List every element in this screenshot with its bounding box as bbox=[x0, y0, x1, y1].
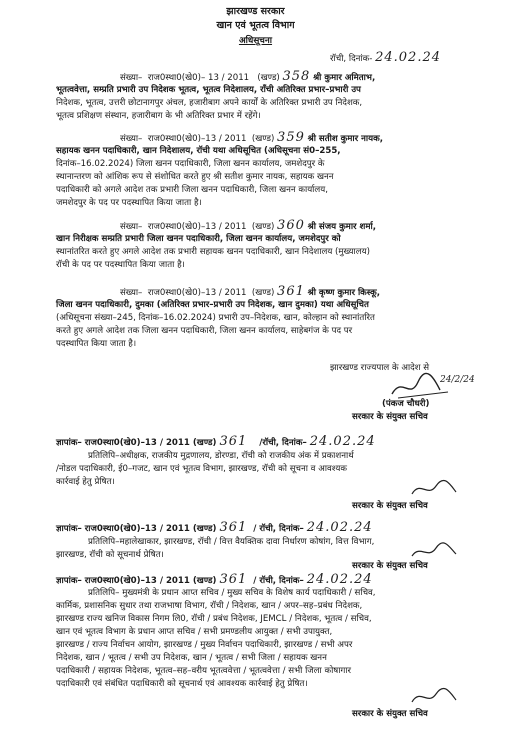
govt-title: झारखण्ड सरकार bbox=[226, 6, 285, 17]
memo-2-label: ज्ञापांक– bbox=[56, 524, 82, 534]
signatory-name: (पंकज चौधरी) bbox=[382, 399, 430, 409]
order-2-khand-label: (खण्ड) bbox=[251, 134, 275, 144]
memo-3-number: 361 bbox=[219, 572, 248, 587]
memo-2-date-label: / रॉची, दिनांक– bbox=[253, 524, 304, 534]
order-1-line-3: निदेशक, भूतत्व, उत्तरी छोटानागपुर अंचल, हजारीबाग अपने कार्यों के अतिरिक्त प्रभारी उप निदेशक, bbox=[56, 98, 363, 108]
order-1-line-4: भूतत्व प्रशिक्षण संस्थान, हजारीबाग के भी अतिरिक्त प्रभार में रहेंगे। bbox=[56, 111, 261, 121]
order-4-line-5: पदस्थापित किया जाता है। bbox=[56, 339, 137, 349]
order-4-number: 361 bbox=[277, 284, 305, 299]
memo-3-signatory: सरकार के संयुक्त सचिव bbox=[352, 709, 428, 719]
order-2-ref bbox=[120, 132, 383, 146]
order-1-ref bbox=[120, 71, 375, 85]
header-date-value: 24.02.24 bbox=[375, 50, 441, 65]
memo-1-label: ज्ञापांक– bbox=[56, 438, 82, 448]
signature-date: 24/2/24 bbox=[440, 375, 475, 385]
order-3-line-3: स्थानांतरित करते हुए अगले आदेश तक प्रभारी सहायक खनन पदाधिकारी, खान निदेशालय (मुख्यालय) bbox=[56, 247, 370, 257]
order-1-sankhya-label: संख्या– bbox=[120, 73, 143, 83]
memo-3-label: ज्ञापांक– bbox=[56, 576, 82, 586]
order-4-line-3: (अधिसूचना संख्या–245, दिनांक–16.02.2024) प्रभारी उप–निदेशक, खान, कोल्हान को स्थानांतरित bbox=[56, 313, 375, 323]
order-3-number: 360 bbox=[277, 218, 305, 233]
memo-3-date-value: 24.02.24 bbox=[306, 572, 373, 587]
memo-2-number: 361 bbox=[219, 520, 248, 535]
memo-1-line-3: कार्रवाई हेतु प्रेषित। bbox=[56, 477, 115, 487]
notification-heading: अधिसूचना bbox=[238, 36, 273, 46]
memo-3-file-no: राज0स्था0(खे0)–13 / 2011 (खण्ड) bbox=[84, 576, 217, 586]
memo-3-line-2: कार्मिक, प्रशासनिक सुधार तथा राजभाषा विभाग, रॉची / निदेशक, खान / अपर–सह–प्रबंध निदेशक, bbox=[56, 601, 363, 611]
order-3-ref bbox=[120, 220, 376, 234]
memo-2-line-2: झारखण्ड, रॉची को सूचनार्थ प्रेषित। bbox=[56, 550, 164, 560]
memo-2-file-no: राज0स्था0(खे0)–13 / 2011 (खण्ड) bbox=[84, 524, 217, 534]
memo-1-date-label: /रॉची, दिनांक– bbox=[259, 438, 307, 448]
memo-1-signatory: सरकार के संयुक्त सचिव bbox=[352, 501, 428, 511]
header-date bbox=[330, 52, 441, 66]
order-1-line-1: श्री कुमार अमिताभ, bbox=[313, 73, 376, 83]
order-2-line-1: श्री सतीश कुमार नायक, bbox=[307, 134, 383, 144]
order-2-line-6: जमशेदपुर के पद पर पदस्थापित किया जाता है। bbox=[56, 198, 202, 208]
department-title: खान एवं भूतत्व विभाग bbox=[216, 20, 295, 31]
memo-3-line-6: निदेशक, खान / भूतत्व / सभी उप निदेशक, खान / भूतत्व / सभी जिला / सहायक खनन bbox=[56, 653, 327, 663]
order-1-khand-label: (खण्ड) bbox=[257, 73, 280, 83]
memo-3-line-8: पदाधिकारी एवं संबंधित पदाधिकारी को सूचनार्थ एवं आवश्यक कार्रवाई हेतु प्रेषित। bbox=[56, 679, 308, 689]
order-4-line-1: श्री कृष्ण कुमार किस्कू, bbox=[307, 288, 380, 298]
order-2-number: 359 bbox=[277, 130, 305, 145]
memo-2-signatory: सरकार के संयुक्त सचिव bbox=[352, 561, 428, 571]
order-3-line-1: श्री संजय कुमार शर्मा, bbox=[307, 222, 377, 232]
order-1-line-2: भूतत्ववेत्ता, सम्प्रति प्रभारी उप निदेशक भूतत्व, भूतत्व निदेशालय, राँची अतिरिक्त प्रभार–प्रभारी उप bbox=[56, 85, 361, 95]
order-2-line-2: सहायक खनन पदाधिकारी, खान निदेशालय, रॉची यथा अधिसूचित (अधिसूचना सं0–255, bbox=[56, 146, 341, 156]
signatory-designation: सरकार के संयुक्त सचिव bbox=[352, 412, 428, 422]
memo-3-date-label: / रॉची, दिनांक– bbox=[253, 576, 304, 586]
order-2-line-3: दिनांक–16.02.2024) जिला खनन पदाधिकारी, जिला खनन कार्यालय, जमशेदपुर के bbox=[56, 159, 325, 169]
memo-2-line-1: प्रतिलिपि–महालेखाकार, झारखण्ड, रॉची / वित्त वैयक्तिक दावा निर्धारण कोषांग, वित्त विभाग, bbox=[88, 537, 375, 547]
header-date-label: रॉची, दिनांक- bbox=[330, 54, 373, 64]
memo-1-signature-mark bbox=[410, 478, 460, 500]
memo-2-signature-mark bbox=[410, 542, 460, 562]
order-4-line-2: जिला खनन पदाधिकारी, दुमका (अतिरिक्त प्रभार–प्रभारी उप निदेशक, खान दुमका) यथा अधिसूचित bbox=[56, 300, 369, 310]
memo-1-ref bbox=[56, 436, 376, 450]
memo-3-ref bbox=[56, 574, 373, 588]
order-4-line-4: करते हुए अगले आदेश तक जिला खनन पदाधिकारी, जिला खनन कार्यालय, साहेबगंज के पद पर bbox=[56, 326, 353, 336]
memo-1-line-2: /नोडल पदाधिकारी, ई0–गजट, खान एवं भूतत्व विभाग, झारखण्ड, रॉची को सूचना व आवश्यक bbox=[56, 464, 347, 474]
memo-2-date-value: 24.02.24 bbox=[306, 520, 373, 535]
order-4-ref bbox=[120, 286, 380, 300]
order-2-line-5: पदाधिकारी को अगले आदेश तक प्रभारी जिला खनन पदाधिकारी, जिला खनन कार्यालय, bbox=[56, 185, 328, 195]
order-3-khand-label: (खण्ड) bbox=[251, 222, 275, 232]
memo-3-signature-mark bbox=[410, 686, 460, 708]
memo-1-line-1: प्रतिलिपि–अधीक्षक, राजकीय मुद्रणालय, डोरण्डा, रॉची को राजकीय अंक में प्रकाशनार्थ bbox=[88, 451, 354, 461]
memo-3-line-3: झारखण्ड राज्य खनिज विकास निगम लि0, रॉची / प्रबंध निदेशक, JEMCL / निदेशक, भूतत्व / सचिव, bbox=[56, 614, 372, 624]
memo-1-file-no: राज0स्था0(खे0)–13 / 2011 (खण्ड) bbox=[84, 438, 217, 448]
memo-1-date-value: 24.02.24 bbox=[309, 434, 376, 449]
order-1-file-no: राज0स्था0(खे0)– 13 / 2011 bbox=[147, 73, 250, 83]
memo-3-line-5: झारखण्ड / राज्य निर्वाचन आयोग, झारखण्ड / मुख्य निर्वाचन पदाधिकारी, झारखण्ड / सभी अपर bbox=[56, 640, 353, 650]
memo-3-line-1: प्रतिलिपि– मुख्यमंत्री के प्रधान आप्त सचिव / मुख्य सचिव के विशेष कार्य पदाधिकारी / सचिव, bbox=[88, 588, 376, 598]
order-3-sankhya-label: संख्या– bbox=[120, 222, 143, 232]
order-3-line-2: खान निरीक्षक सम्प्रति प्रभारी जिला खनन पदाधिकारी, जिला खनन कार्यालय, जमशेदपुर को bbox=[56, 234, 341, 244]
memo-2-ref bbox=[56, 522, 373, 536]
order-2-line-4: स्थानान्तरण को आंशिक रूप से संशोधित करते हुए श्री सतीश कुमार नायक, सहायक खनन bbox=[56, 172, 334, 182]
order-4-khand-label: (खण्ड) bbox=[251, 288, 275, 298]
memo-3-line-7: पदाधिकारी / सहायक निदेशक, भूतत्व–सह–वरीय भूतत्ववेत्ता / भूतत्ववेत्ता / सभी जिला कोषागार bbox=[56, 666, 352, 676]
governor-order-text: झारखण्ड राज्यपाल के आदेश से bbox=[330, 363, 430, 373]
order-3-line-4: रॉची के पद पर पदस्थापित किया जाता है। bbox=[56, 260, 185, 270]
memo-3-line-4: खान एवं भूतत्व विभाग के प्रधान आप्त सचिव / सभी प्रमण्डलीय आयुक्त / सभी उपायुक्त, bbox=[56, 627, 333, 637]
order-2-file-no: राज0स्था0(खे0)–13 / 2011 bbox=[147, 134, 247, 144]
order-1-number: 358 bbox=[282, 69, 311, 84]
memo-1-number: 361 bbox=[219, 434, 248, 449]
order-2-sankhya-label: संख्या– bbox=[120, 134, 143, 144]
order-4-sankhya-label: संख्या– bbox=[120, 288, 143, 298]
order-4-file-no: राज0स्था0(खे0)–13 / 2011 bbox=[147, 288, 247, 298]
order-3-file-no: राज0स्था0(खे0)–13 / 2011 bbox=[147, 222, 247, 232]
